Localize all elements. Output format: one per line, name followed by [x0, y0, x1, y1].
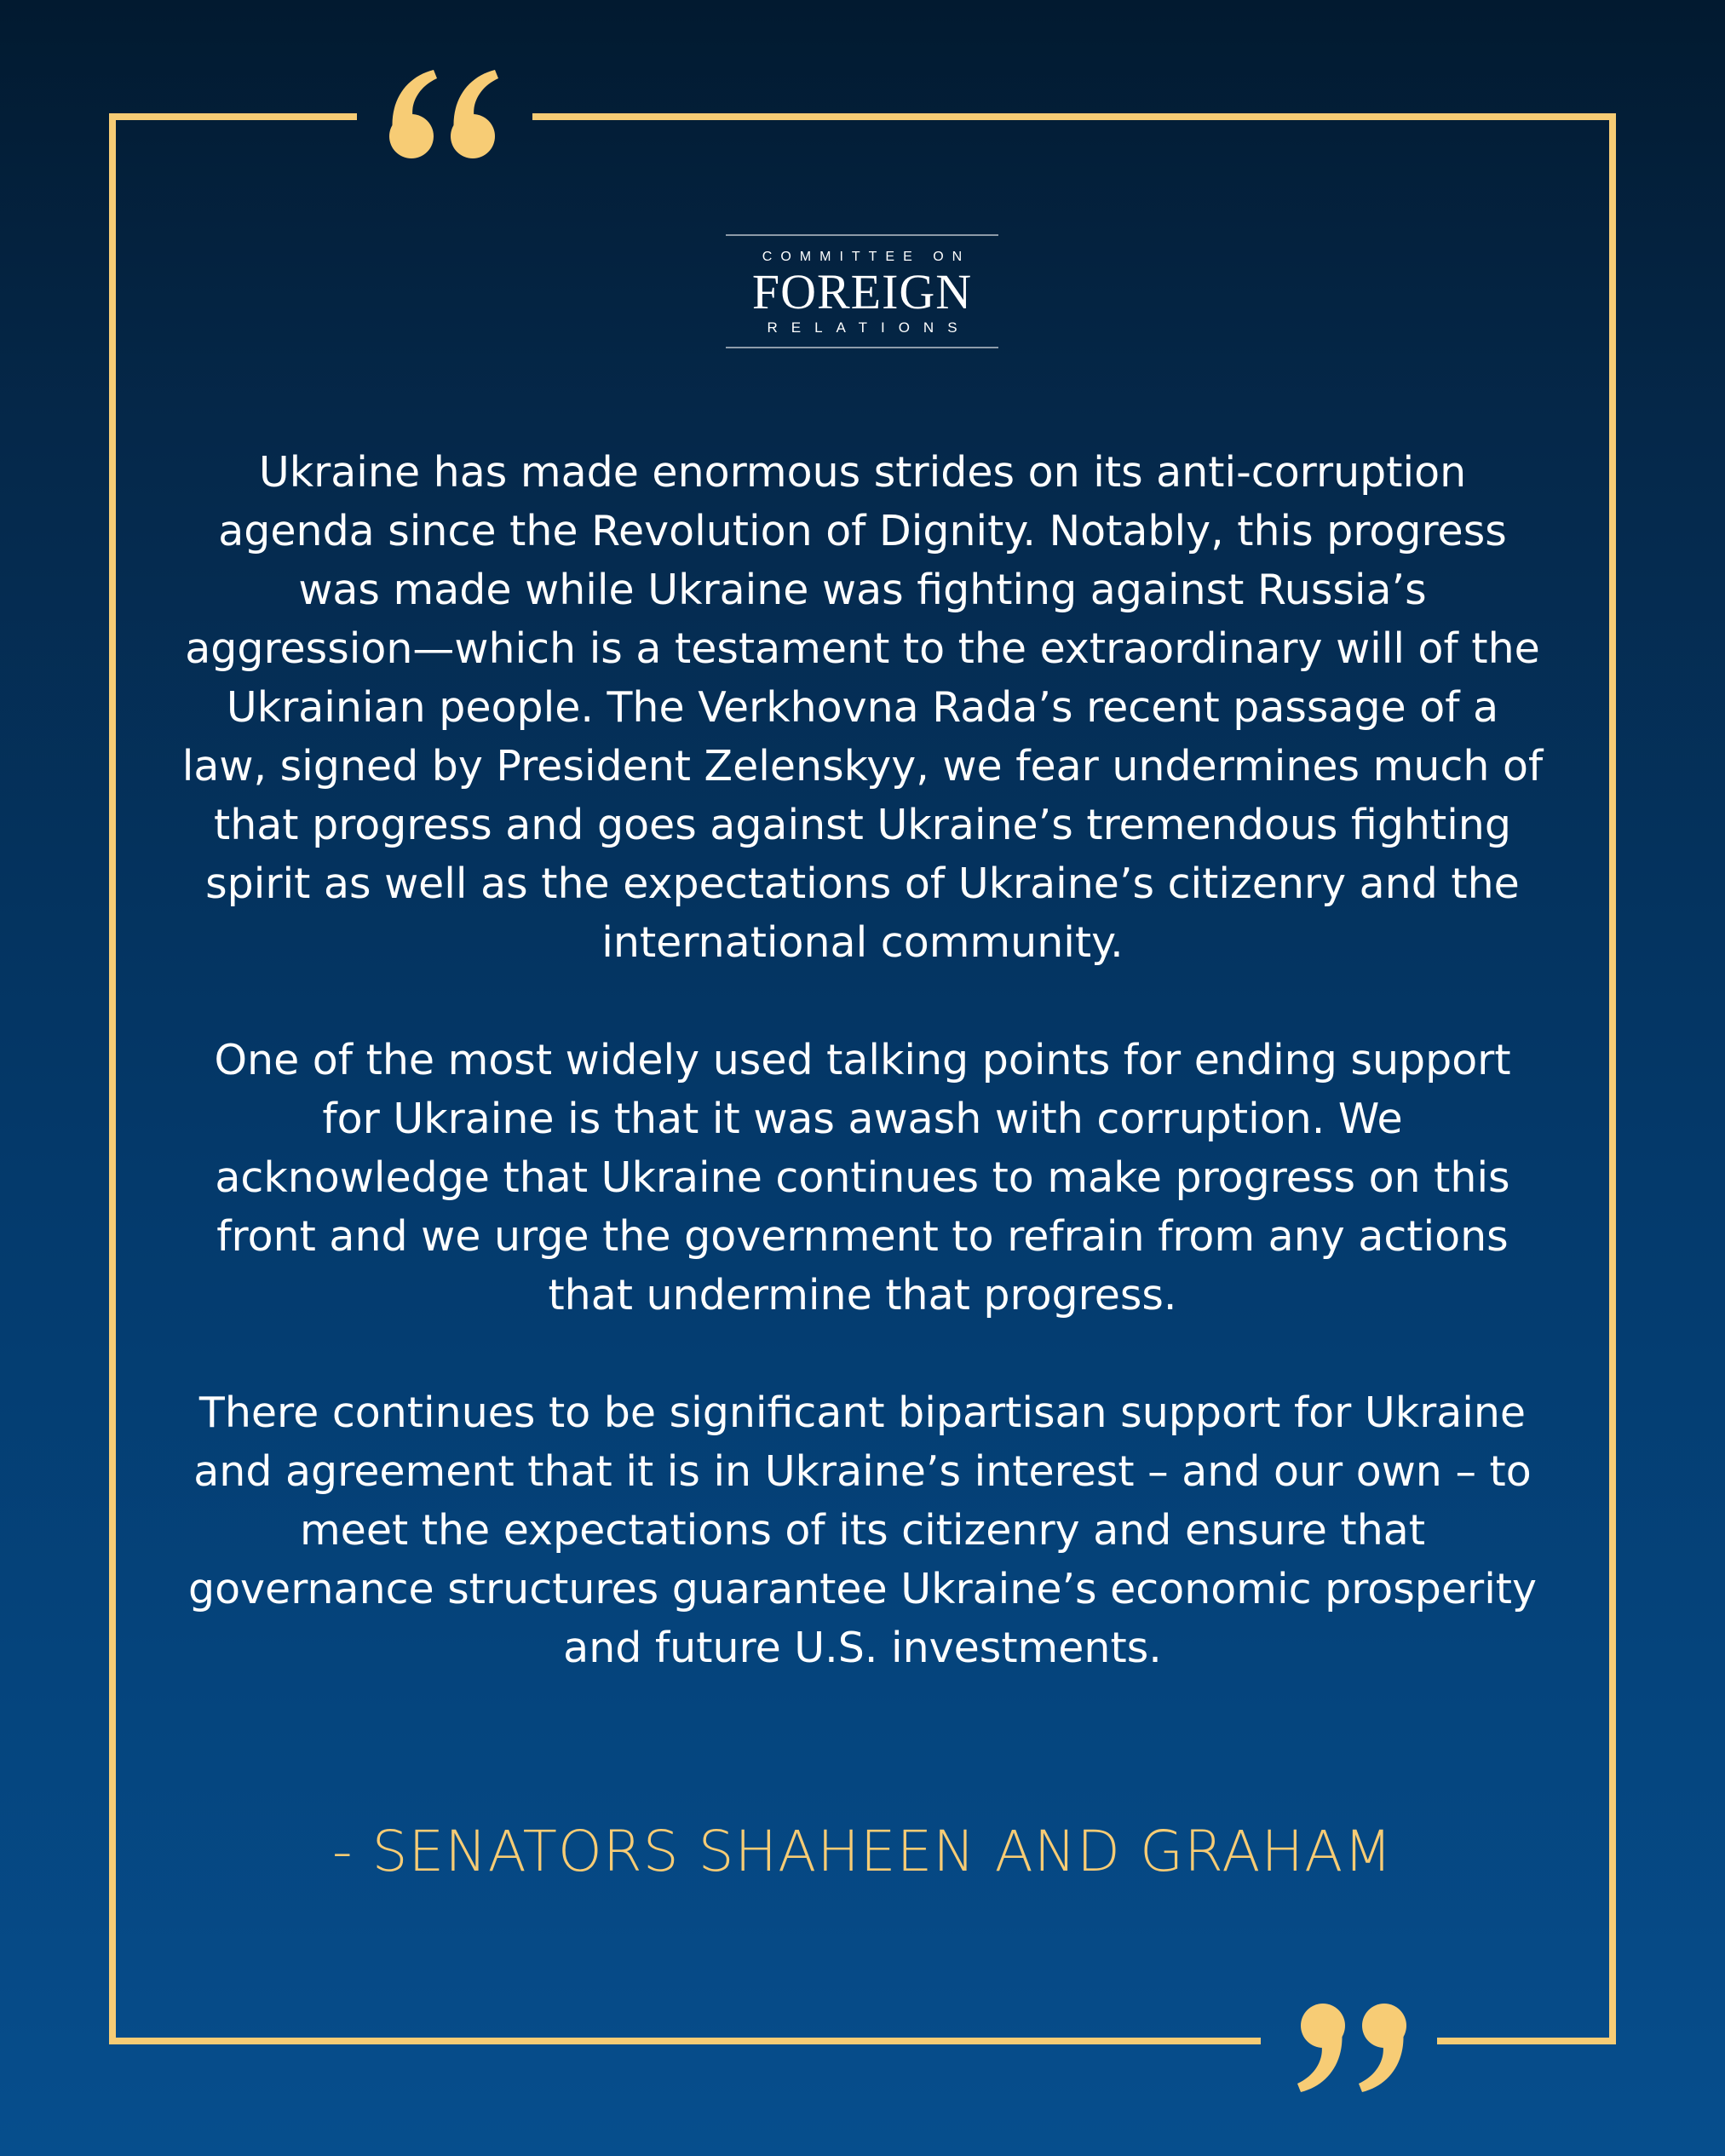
- quote-body: [179, 443, 1546, 1736]
- frame-left: [109, 113, 116, 2044]
- committee-logo: [726, 234, 998, 371]
- logo-line-foreign: FOREIGN: [751, 264, 973, 319]
- logo-line-committee-on: COMMITTEE ON: [762, 250, 971, 264]
- close-quote-icon: [1282, 1993, 1418, 2096]
- quote-paragraph: Ukraine has made enormous strides on its anti-corruption agenda since the Revolution of Dignity. Notably, this progress was made while Ukraine was fighting against Russia’s aggression—which is a testament to the extraordinary will of the Ukrainian people. The Verkhovna Rada’s recent passage of a law, signed by President Zelenskyy, we fear undermines much of that progress and goes against Ukraine’s tremendous fighting spirit as well as the expectations of Ukraine’s citizenry and the international community.: [181, 448, 1544, 967]
- frame-bottom-right: [1437, 2038, 1616, 2044]
- logo-line-relations: RELATIONS: [767, 319, 971, 336]
- frame-top-left: [109, 113, 357, 120]
- frame-right: [1609, 113, 1616, 2044]
- frame-bottom-left: [109, 2038, 1261, 2044]
- logo-bottom-rule: [726, 347, 998, 348]
- open-quote-icon: [377, 66, 514, 169]
- frame-top-right: [532, 113, 1616, 120]
- quote-paragraph: One of the most widely used talking points for ending support for Ukraine is that it was awash with corruption. We acknowledge that Ukraine continues to make progress on this front and we urge the government to refrain from any actions that undermine that progress.: [214, 1036, 1511, 1319]
- quote-attribution: - SENATORS SHAHEEN AND GRAHAM: [331, 1819, 1394, 1884]
- quote-paragraph: There continues to be significant bipartisan support for Ukraine and agreement that it is in Ukraine’s interest – and our own – to meet the expectations of its citizenry and ensure that governance structures guarantee Ukraine’s economic prosperity and future U.S. investments.: [187, 1388, 1538, 1672]
